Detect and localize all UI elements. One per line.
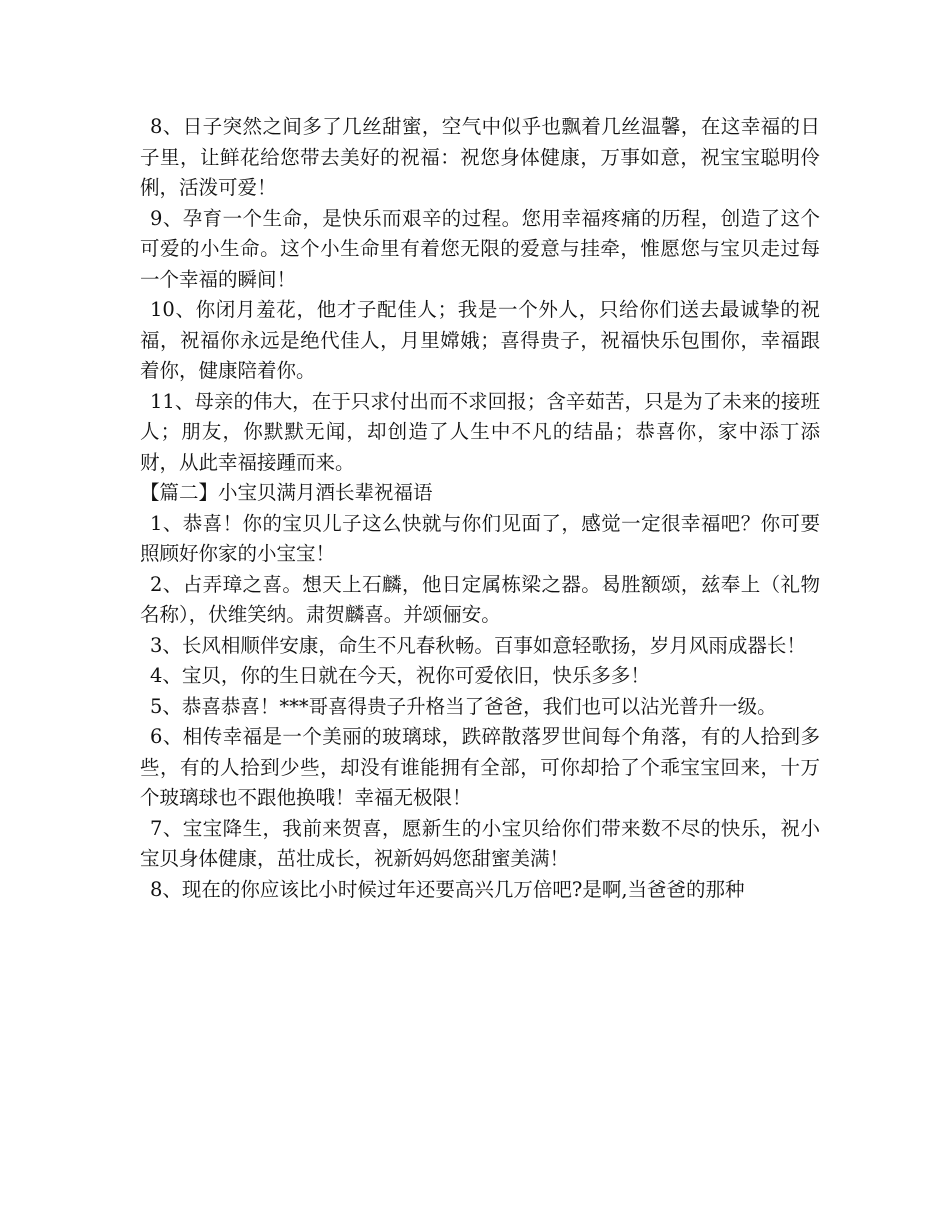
section-paragraph-7: 7、宝宝降生，我前来贺喜，愿新生的小宝贝给你们带来数不尽的快乐，祝小宝贝身体健康，茁壮成长，祝新妈妈您甜蜜美满！ — [140, 816, 820, 870]
section-paragraph-6: 6、相传幸福是一个美丽的玻璃球，跌碎散落罗世间每个角落，有的人拾到多些，有的人拾到少些，却没有谁能拥有全部，可你却拾了个乖宝宝回来，十万个玻璃球也不跟他换哦！幸福无极限！ — [140, 725, 820, 809]
document-page — [140, 112, 820, 905]
section-paragraph-1: 1、恭喜！你的宝贝儿子这么快就与你们见面了，感觉一定很幸福吧？你可要照顾好你家的小宝宝！ — [140, 511, 820, 565]
paragraph-11: 11、母亲的伟大，在于只求付出而不求回报；含辛茹苦，只是为了未来的接班人；朋友，你默默无闻，却创造了人生中不凡的结晶；恭喜你，家中添丁添财，从此幸福接踵而来。 — [140, 389, 820, 474]
paragraph-10: 10、你闭月羞花，他才子配佳人；我是一个外人，只给你们送去最诚挚的祝福，祝福你永远是绝代佳人，月里嫦娥；喜得贵子，祝福快乐包围你，幸福跟着你，健康陪着你。 — [140, 298, 820, 382]
section-paragraph-4: 4、宝贝，你的生日就在今天，祝你可爱依旧，快乐多多！ — [150, 664, 650, 687]
section-paragraph-8: 8、现在的你应该比小时候过年还要高兴几万倍吧?是啊,当爸爸的那种 — [150, 877, 745, 901]
section-paragraph-2: 2、占弄璋之喜。想天上石麟，他日定属栋梁之器。曷胜额颂，兹奉上（礼物名称），伏维笑纳。肃贺麟喜。并颂俪安。 — [140, 572, 820, 626]
paragraph-8: 8、日子突然之间多了几丝甜蜜，空气中似乎也飘着几丝温馨，在这幸福的日子里，让鲜花给您带去美好的祝福：祝您身体健康，万事如意，祝宝宝聪明伶俐，活泼可爱！ — [140, 115, 820, 199]
section-paragraph-3: 3、长风相顺伴安康，命生不凡春秋畅。百事如意轻歌扬，岁月风雨成器长！ — [150, 633, 806, 657]
section-paragraph-5: 5、恭喜恭喜！***哥喜得贵子升格当了爸爸，我们也可以沾光普升一级。 — [150, 694, 777, 718]
paragraph-9: 9、孕育一个生命，是快乐而艰辛的过程。您用幸福疼痛的历程，创造了这个可爱的小生命。这个小生命里有着您无限的爱意与挂牵，惟愿您与宝贝走过每一个幸福的瞬间！ — [140, 206, 820, 291]
section-title: 【篇二】小宝贝满月酒长辈祝福语 — [140, 481, 433, 504]
